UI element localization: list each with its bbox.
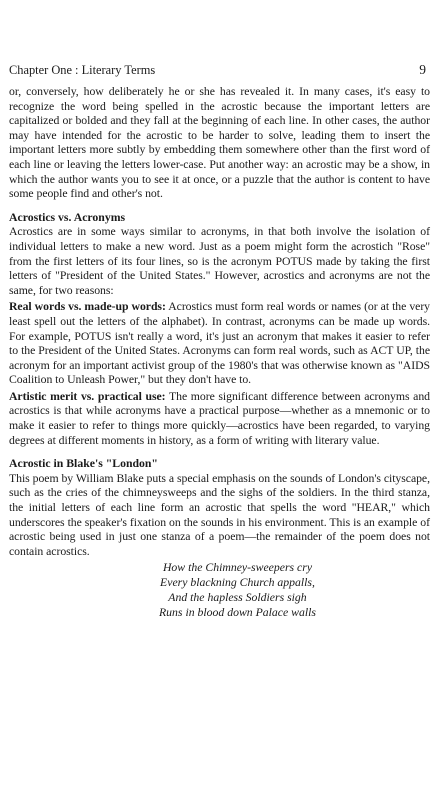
- blake-paragraph: This poem by William Blake puts a special emphasis on the sounds of London's cityscape, such as the cries of the chimneysweeps and the sighs of the soldiers. In the third stanza, the initial letters of each line form an acrostic that spells the word "HEAR," which underscores the speaker's fixation on the sounds in his environment. This is an example of acrostic being used in just one stanza of a poem—the remainder of the poem does not contain acrostics.: [9, 471, 430, 558]
- poem-line: Every blackning Church appalls,: [160, 576, 315, 590]
- poem-line: How the Chimney-sweepers cry: [162, 561, 313, 575]
- artistic-merit-text: The more significant difference between acronyms and acrostics is that while acronyms have a practical purpose—whether as a mnemonic or to make it easier to refer to things more quickly—acrostics have been regarded, to varying degrees at different moments in history, as a form of writing with literary value.: [9, 389, 430, 447]
- real-words-point: [9, 300, 430, 388]
- acronyms-paragraph: Acrostics are in some ways similar to acronyms, in that both involve the isolation of individual letters to make a new word. Just as a poem might form the acrostich "Rose" from the first letters of its four lines, so is the acronym POTUS made by taking the first letters of "President of the United States." However, acrostics and acronyms are not the same, for two reasons:: [9, 225, 430, 297]
- chapter-title: Chapter One : Literary Terms: [9, 63, 156, 77]
- real-words-text: Acrostics must form real words or names (or at the very least spell out the letters of the alphabet). In contrast, acronyms can be made up words. For example, POTUS isn't really a word, it's just an acronym that makes it easier to refer to the President of the United States. Acronyms can form real words, such as ACT UP, the acronym for an important activist group of the 1980's that was otherwise known as "AIDS Coalition to Unleash Power," but they don't have to.: [9, 300, 431, 387]
- intro-paragraph: or, conversely, how deliberately he or she has revealed it. In many cases, it's easy to recognize the word being spelled in the acrostic because the important letters are capitalized or bolded and they fall at the beginning of each line. In other cases, the author may have intended for the acrostic to be harder to solve, leading them to insert the important letters more subtly by embedding them somewhere other than the first word of each line or leaving the letters lower-case. Put another way: an acrostic may be a show, in which the author wants you to see it at once, or a puzzle that the author is content to have some people find and other's not.: [9, 85, 430, 201]
- poem-excerpt: [9, 561, 430, 620]
- intro-section: [9, 85, 430, 202]
- real-words-lead: Real words vs. made-up words:: [9, 300, 166, 314]
- poem-line: Runs in blood down Palace walls: [159, 605, 316, 619]
- acronyms-section: [9, 211, 430, 449]
- page-number: 9: [419, 62, 426, 77]
- acronyms-heading: Acrostics vs. Acronyms: [9, 210, 126, 224]
- running-header: [9, 62, 430, 78]
- artistic-merit-lead: Artistic merit vs. practical use:: [9, 389, 166, 403]
- blake-heading: Acrostic in Blake's "London": [9, 457, 158, 471]
- poem-line: And the hapless Soldiers sigh: [168, 591, 307, 604]
- blake-section: [9, 457, 430, 620]
- artistic-merit-point: [9, 390, 430, 448]
